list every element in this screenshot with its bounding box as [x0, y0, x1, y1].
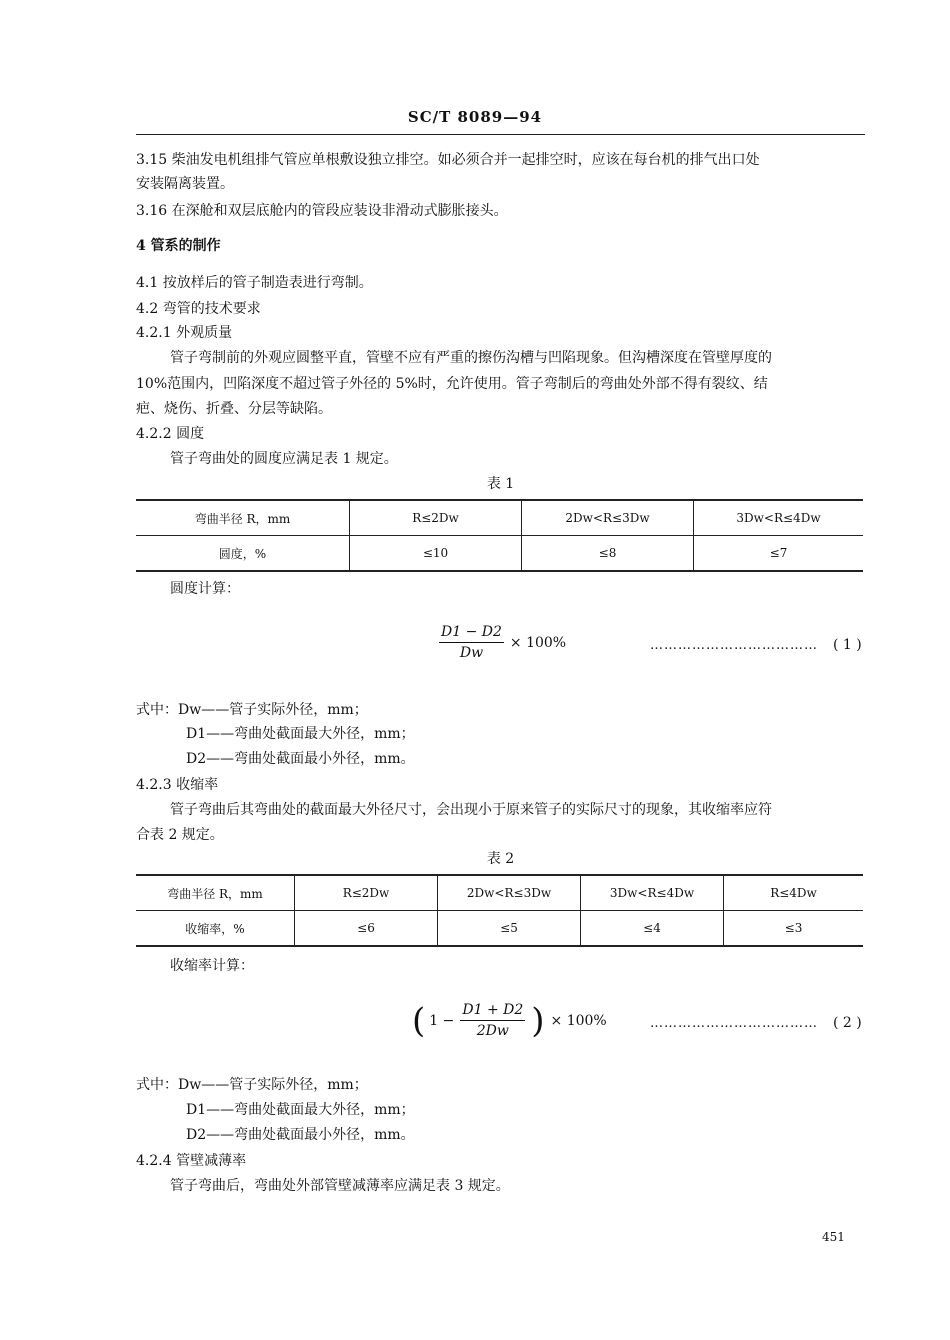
roundness-calc-label: 圆度计算：	[170, 581, 240, 597]
clause-4-2-3-text-line2: 合表 2 规定。	[136, 827, 224, 843]
formula-2-where-line1: 式中：Dw——管子实际外径，mm；	[136, 1077, 368, 1093]
table1-caption: 表 1	[486, 476, 515, 492]
clause-4-1: 4.1 按放样后的管子制造表进行弯制。	[136, 275, 373, 291]
formula-2-number: ( 2 )	[833, 1015, 862, 1031]
clause-4-2-1: 4.2.1 外观质量	[136, 325, 233, 341]
clause-4-2-2-text: 管子弯曲处的圆度应满足表 1 规定。	[170, 451, 398, 467]
clause-4-2-2: 4.2.2 圆度	[136, 426, 205, 442]
formula-1-denominator: Dw	[459, 645, 484, 661]
formula-1-leader-dots: ………………………………	[650, 638, 818, 653]
clause-4-2-3-text-line1: 管子弯曲后其弯曲处的截面最大外径尺寸，会出现小于原来管子的实际尺寸的现象，其收缩率应符	[170, 802, 772, 818]
table2-row-shrinkage	[136, 911, 863, 947]
table-cell: ≤10	[350, 536, 522, 572]
clause-4-2-4: 4.2.4 管壁减薄率	[136, 1153, 247, 1169]
table1-row-roundness	[136, 536, 863, 572]
formula-2-right-paren: )	[531, 1000, 545, 1041]
table-cell: 收缩率，%	[136, 911, 295, 947]
table2-row-radius	[136, 875, 863, 911]
table-cell: 3Dw<R≤4Dw	[581, 875, 724, 911]
table-cell: ≤8	[522, 536, 694, 572]
table-cell: R≤2Dw	[295, 875, 438, 911]
formula-1-where-line2: D1——弯曲处截面最大外径，mm；	[186, 726, 415, 742]
table-cell: 圆度，%	[136, 536, 350, 572]
table2-caption: 表 2	[486, 851, 515, 867]
table-cell: R≤2Dw	[350, 500, 522, 536]
formula-1-tail: × 100%	[509, 634, 567, 651]
formula-2-where-line3: D2——弯曲处截面最小外径，mm。	[186, 1127, 415, 1143]
clause-3-16: 3.16 在深舱和双层底舱内的管段应装设非滑动式膨胀接头。	[136, 203, 508, 219]
formula-1-where-line3: D2——弯曲处截面最小外径，mm。	[186, 751, 415, 767]
table-cell: 3Dw<R≤4Dw	[694, 500, 864, 536]
formula-2-tail: × 100%	[550, 1012, 607, 1029]
clause-3-15-line1: 3.15 柴油发电机组排气管应单根敷设独立排空。如必须合并一起排空时，应该在每台机的排气出口处	[136, 152, 760, 168]
clause-4-2-1-text-line1: 管子弯制前的外观应圆整平直，管壁不应有严重的擦伤沟槽与凹陷现象。但沟槽深度在管壁厚度的	[170, 350, 772, 366]
table-cell: ≤3	[724, 911, 864, 947]
clause-4-2-1-text-line2: 10%范围内，凹陷深度不超过管子外径的 5%时，允许使用。管子弯制后的弯曲处外部不得有裂纹、结	[136, 376, 768, 392]
formula-1-number: ( 1 )	[833, 637, 862, 653]
clause-4-2-4-text: 管子弯曲后，弯曲处外部管壁减薄率应满足表 3 规定。	[170, 1178, 510, 1194]
standard-code-header: SC/T 8089—94	[407, 108, 543, 126]
formula-2-denominator: 2Dw	[476, 1023, 509, 1039]
table-cell: 2Dw<R≤3Dw	[522, 500, 694, 536]
table-cell: ≤6	[295, 911, 438, 947]
header-rule	[136, 134, 865, 135]
clause-4-2: 4.2 弯管的技术要求	[136, 301, 261, 317]
clause-4-2-3: 4.2.3 收缩率	[136, 777, 219, 793]
formula-2-left-paren: (	[412, 1000, 426, 1041]
clause-3-15-line2: 安装隔离装置。	[136, 176, 234, 192]
table2	[136, 874, 863, 947]
formula-2-leader-dots: ………………………………	[650, 1016, 818, 1031]
table-cell: 弯曲半径 R，mm	[136, 875, 295, 911]
formula-2-numerator: D1 + D2	[460, 1002, 525, 1021]
clause-4-2-1-text-line3: 疤、烧伤、折叠、分层等缺陷。	[136, 401, 332, 417]
shrinkage-calc-label: 收缩率计算：	[170, 958, 254, 974]
table-cell: ≤7	[694, 536, 864, 572]
formula-1	[433, 624, 566, 661]
formula-2	[412, 1002, 607, 1039]
formula-2-one-minus: 1 −	[429, 1012, 455, 1029]
table1	[136, 499, 863, 572]
formula-1-numerator: D1 − D2	[439, 624, 504, 643]
section-4-heading: 4 管系的制作	[136, 238, 221, 254]
formula-2-fraction	[460, 1002, 525, 1039]
formula-1-fraction	[439, 624, 504, 661]
page-number: 451	[822, 1230, 845, 1244]
table1-row-radius	[136, 500, 863, 536]
table-cell: ≤5	[438, 911, 581, 947]
formula-2-where-line2: D1——弯曲处截面最大外径，mm；	[186, 1102, 415, 1118]
table-cell: ≤4	[581, 911, 724, 947]
table-cell: 2Dw<R≤3Dw	[438, 875, 581, 911]
formula-1-where-line1: 式中：Dw——管子实际外径，mm；	[136, 702, 368, 718]
table-cell: R≤4Dw	[724, 875, 864, 911]
table-cell: 弯曲半径 R，mm	[136, 500, 350, 536]
